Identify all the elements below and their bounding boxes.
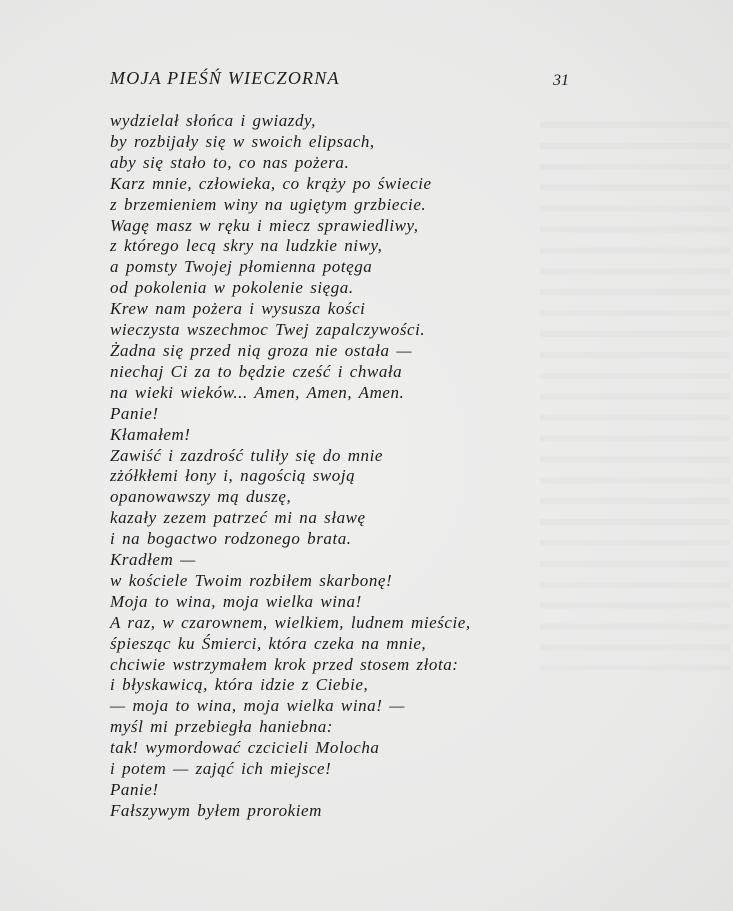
poem-line: i potem — zająć ich miejsce! (110, 759, 332, 779)
poem-line: Wagę masz w ręku i miecz sprawiedliwy, (110, 215, 419, 235)
poem-line: z którego lecą skry na ludzkie niwy, (110, 236, 383, 256)
poem-line: zżółkłemi łony i, nagością swoją (110, 466, 356, 486)
poem-line: śpiesząc ku Śmierci, która czeka na mnie, (110, 633, 427, 653)
poem-line: Karz mnie, człowieka, co krąży po świecie (110, 173, 432, 193)
poem-line: Panie! (110, 780, 159, 799)
poem-line: Zawiść i zazdrość tuliły się do mnie (110, 445, 383, 465)
poem-line: aby się stało to, co nas pożera. (110, 152, 350, 172)
poem-line: wydzielał słońca i gwiazdy, (110, 111, 316, 130)
poem-line: kazały zezem patrzeć mi na sławę (110, 508, 366, 528)
poem-line: wieczysta wszechmoc Twej zapalczywości. (110, 320, 426, 340)
poem-line: od pokolenia w pokolenie sięga. (110, 278, 354, 298)
poem-line: na wieki wieków... Amen, Amen, Amen. (110, 382, 405, 402)
poem-line: i błyskawicą, która idzie z Ciebie, (110, 675, 369, 695)
poem-line: chciwie wstrzymałem krok przed stosem złota: (110, 654, 459, 674)
poem-line: w kościele Twoim rozbiłem skarbonę! (110, 570, 393, 590)
poem-line: Moja to wina, moja wielka wina! (110, 591, 362, 611)
poem-line: i na bogactwo rodzonego brata. (110, 529, 352, 549)
page-number: 31 (553, 72, 569, 89)
poem-line: Kłamałem! (110, 424, 191, 444)
poem-line: Panie! (110, 403, 159, 423)
poem-line: — moja to wina, moja wielka wina! — (110, 696, 405, 716)
poem-line: by rozbijały się w swoich elipsach, (110, 131, 375, 151)
running-title: MOJA PIEŚŃ WIECZORNA (110, 68, 340, 88)
show-through-text (540, 110, 730, 670)
poem-line: Żadna się przed nią groza nie ostała — (110, 340, 413, 360)
poem-line: opanowawszy mą duszę, (110, 487, 292, 507)
poem-line: Fałszywym byłem prorokiem (110, 800, 322, 820)
poem-line: Kradłem — (110, 550, 196, 570)
poem-line: a pomsty Twojej płomienna potęga (110, 257, 373, 277)
poem-line: tak! wymordować czcicieli Molocha (110, 738, 380, 758)
poem-text (110, 111, 471, 822)
poem-line: Krew nam pożera i wysusza kości (110, 299, 366, 319)
poem-line: myśl mi przebiegła haniebna: (110, 717, 334, 737)
poem-line: A raz, w czarownem, wielkiem, ludnem mieście, (110, 612, 471, 632)
poem-line: z brzemieniem winy na ugiętym grzbiecie. (110, 194, 427, 214)
poem-line: niechaj Ci za to będzie cześć i chwała (110, 361, 403, 381)
